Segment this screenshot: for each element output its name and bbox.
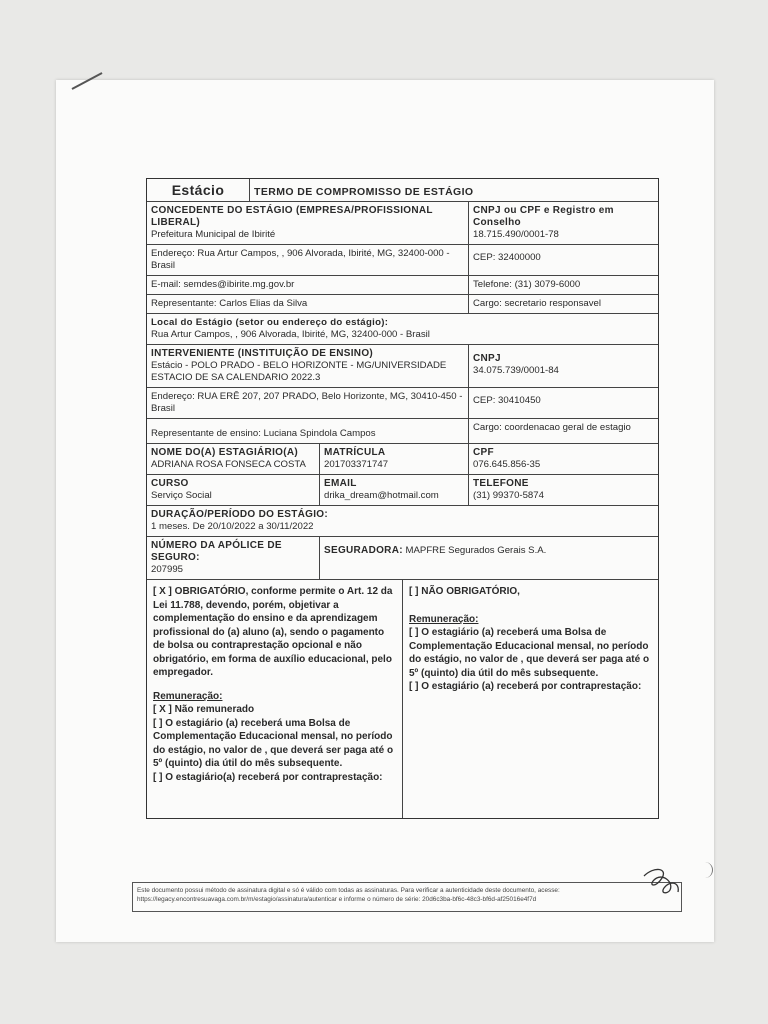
digital-signature-notice [132, 882, 682, 912]
concedente-contact-row [147, 275, 658, 294]
concedente-row [147, 201, 658, 244]
cpf-cell [468, 444, 658, 474]
duracao-label: DURAÇÃO/PERÍODO DO ESTÁGIO: [151, 509, 328, 520]
curso-value: Serviço Social [151, 490, 212, 501]
interveniente-name: Estácio - POLO PRADO - BELO HORIZONTE - MG/UNIVERSIDADE ESTACIO DE SA CALENDARIO 2022.3 [151, 360, 447, 383]
matricula-cell [319, 444, 468, 474]
concedente-name: Prefeitura Municipal de Ibirité [151, 229, 276, 240]
apolice-cell [147, 537, 319, 579]
concedente-cep: CEP: 32400000 [468, 245, 658, 275]
interveniente-cnpj-label: CNPJ [473, 353, 501, 364]
seguradora-value: MAPFRE Segurados Gerais S.A. [405, 545, 547, 556]
telefone-label: TELEFONE [473, 478, 529, 489]
apolice-row [147, 536, 658, 579]
nao-obrigatorio-text: [ ] NÃO OBRIGATÓRIO, [409, 586, 520, 597]
concedente-address-row [147, 244, 658, 275]
email-value: drika_dream@hotmail.com [324, 490, 439, 501]
estagiario-name-label: NOME DO(A) ESTAGIÁRIO(A) [151, 447, 299, 458]
concedente-cnpj: 18.715.490/0001-78 [473, 229, 559, 240]
interveniente-cell [147, 345, 468, 387]
email-cell [319, 475, 468, 505]
local-label: Local do Estágio (setor ou endereço do estágio): [151, 317, 389, 328]
duracao-value: 1 meses. De 20/10/2022 a 30/11/2022 [151, 521, 314, 532]
concedente-cnpj-cell [468, 202, 658, 244]
concedente-representative: Representante: Carlos Elias da Silva [151, 298, 308, 309]
seguradora-label: SEGURADORA: [324, 545, 403, 556]
obrigatorio-option-contraprestacao: [ ] O estagiário(a) receberá por contraprestação: [153, 771, 383, 783]
telefone-value: (31) 99370-5874 [473, 490, 544, 501]
estagiario-row [147, 443, 658, 474]
curso-label: CURSO [151, 478, 189, 489]
local-cell [147, 314, 658, 344]
seguradora-cell [319, 537, 658, 579]
concedente-role: Cargo: secretario responsavel [468, 295, 658, 313]
estagiario-name: ADRIANA ROSA FONSECA COSTA [151, 459, 306, 470]
internship-type-section [147, 579, 658, 818]
interveniente-cnpj-cell [468, 345, 658, 387]
concedente-label: CONCEDENTE DO ESTÁGIO (EMPRESA/PROFISSIONAL LIBERAL) [151, 205, 433, 228]
matricula-value: 201703371747 [324, 459, 389, 470]
nao-obrigatorio-option-contraprestacao: [ ] O estagiário (a) receberá por contraprestação: [409, 681, 642, 692]
obrigatorio-option-nao-remunerado: [ X ] Não remunerado [153, 704, 255, 715]
local-row [147, 313, 658, 344]
form-header [147, 179, 658, 201]
concedente-phone: Telefone: (31) 3079-6000 [468, 276, 658, 294]
apolice-number: 207995 [151, 564, 184, 575]
interveniente-label: INTERVENIENTE (INSTITUIÇÃO DE ENSINO) [151, 348, 374, 359]
interveniente-representative: Representante de ensino: Luciana Spindola Campos [151, 428, 376, 439]
estacio-logo: Estácio [171, 182, 225, 198]
interveniente-role: Cargo: coordenacao geral de estagio [468, 419, 658, 443]
concedente-cell [147, 202, 468, 244]
interveniente-row [147, 344, 658, 387]
nao-obrigatorio-column [402, 580, 658, 818]
interveniente-address-row [147, 387, 658, 418]
local-value: Rua Artur Campos, , 906 Alvorada, Ibirité, MG, 32400-000 - Brasil [151, 329, 430, 340]
handwritten-signature [640, 864, 684, 898]
form-title: TERMO DE COMPROMISSO DE ESTÁGIO [249, 179, 658, 201]
cpf-value: 076.645.856-35 [473, 459, 541, 470]
obrigatorio-column [147, 580, 402, 818]
internship-agreement-form [146, 178, 659, 819]
nao-obrigatorio-remuneracao-label: Remuneração: [409, 613, 479, 625]
obrigatorio-option-bolsa: [ ] O estagiário (a) receberá uma Bolsa de Complementação Educacional mensal, no período do estágio, no valor de , que deverá ser paga até o 5º (quinto) dia útil do mês subsequente. [153, 717, 394, 769]
apolice-label: NÚMERO DA APÓLICE DE SEGURO: [151, 540, 282, 563]
concedente-address: Endereço: Rua Artur Campos, , 906 Alvorada, Ibirité, MG, 32400-000 - Brasil [151, 248, 450, 271]
duracao-cell [147, 506, 658, 536]
obrigatorio-remuneracao-label: Remuneração: [153, 690, 223, 702]
email-label: EMAIL [324, 478, 357, 489]
telefone-cell [468, 475, 658, 505]
matricula-label: MATRÍCULA [324, 447, 386, 458]
estagiario-name-cell [147, 444, 319, 474]
concedente-cnpj-label: CNPJ ou CPF e Registro em Conselho [473, 205, 614, 228]
interveniente-rep-row [147, 418, 658, 443]
nao-obrigatorio-option-bolsa: [ ] O estagiário (a) receberá uma Bolsa de Complementação Educacional mensal, no período do estágio, no valor de , que deverá ser paga até o 5º (quinto) dia útil do mês subsequente. [409, 627, 650, 679]
interveniente-cnpj: 34.075.739/0001-84 [473, 365, 559, 376]
curso-row [147, 474, 658, 505]
interveniente-cep: CEP: 30410450 [468, 388, 658, 418]
concedente-email: E-mail: semdes@ibirite.mg.gov.br [151, 279, 295, 290]
curso-cell [147, 475, 319, 505]
concedente-rep-row [147, 294, 658, 313]
interveniente-address: Endereço: RUA ERÊ 207, 207 PRADO, Belo Horizonte, MG, 30410-450 - Brasil [151, 391, 463, 414]
duracao-row [147, 505, 658, 536]
digital-signature-text: Este documento possui método de assinatura digital e só é válido com todas as assinaturas. Para verificar a autenticidade deste documento, acesse: https://legacy.encontresuavaga.com.br/m/estagio/assinatura/autenticar e informe o número de série: 20d6c3ba-bf6c-48c3-bf6d-af25016e4f7d [137, 887, 560, 903]
obrigatorio-text: [ X ] OBRIGATÓRIO, conforme permite o Art. 12 da Lei 11.788, devendo, porém, objetivar a complementação do ensino e da aprendizagem profissional do (a) aluno (a), sendo o pagamento de bolsa ou contraprestação opcional e não obrigatório, em forma de auxílio educacional, pelo empregador. [153, 586, 393, 678]
cpf-label: CPF [473, 447, 494, 458]
